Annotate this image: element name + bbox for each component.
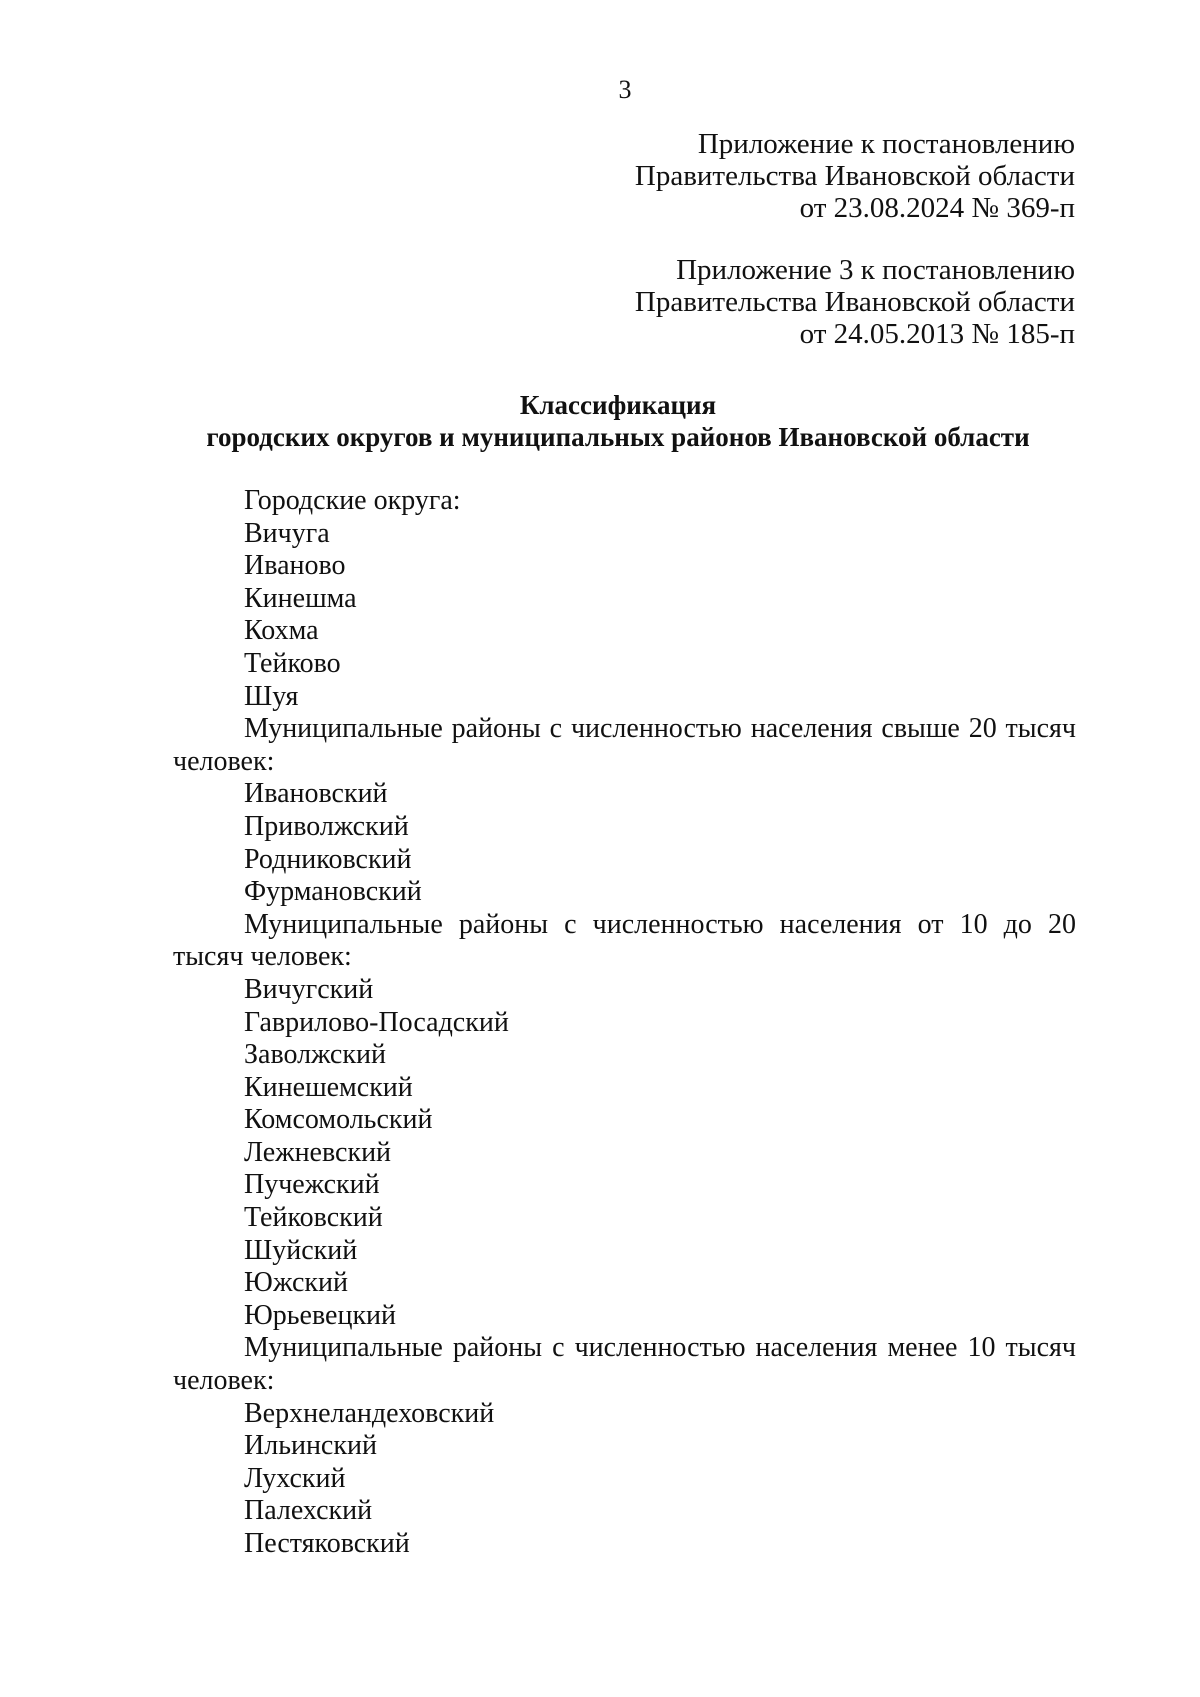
list-item: Тейковский: [244, 1202, 383, 1234]
section-heading-10k-to-20k: Муниципальные районы с численностью населения от 10 до 20 тысяч человек:: [173, 908, 1076, 973]
classification-list: [173, 485, 1076, 1561]
list-item: Кинешемский: [244, 1071, 413, 1103]
page-number: 3: [618, 75, 632, 104]
appendix-original-line-3: от 24.05.2013 № 185-п: [799, 318, 1075, 350]
list-item: Палехский: [244, 1495, 373, 1527]
list-item: Пучежский: [244, 1169, 380, 1201]
appendix-original-line-2: Правительства Ивановской области: [634, 286, 1075, 318]
list-item: Тейково: [244, 647, 341, 679]
list-item: Вичугский: [244, 973, 374, 1005]
list-item: Лухский: [244, 1462, 346, 1494]
list-item: Верхнеландеховский: [244, 1397, 495, 1429]
list-item: Лежневский: [244, 1136, 392, 1168]
list-item: Заволжский: [244, 1039, 386, 1071]
list-item: Южский: [244, 1267, 348, 1299]
list-item: Ильинский: [244, 1430, 377, 1462]
list-item: Юрьевецкий: [244, 1299, 397, 1331]
list-item: Вичуга: [244, 517, 330, 549]
appendix-original-block: [635, 254, 1075, 350]
list-item: Кохма: [244, 615, 319, 647]
title-line-1: Классификация: [519, 390, 717, 420]
list-item: Иваново: [244, 550, 346, 582]
list-item: Шуя: [244, 680, 299, 712]
list-item: Шуйский: [244, 1234, 358, 1266]
appendix-current-block: [635, 128, 1075, 224]
document-title: [160, 389, 1076, 453]
list-item: Приволжский: [244, 810, 409, 842]
appendix-current-line-2: Правительства Ивановской области: [634, 160, 1075, 192]
list-item: Фурмановский: [244, 876, 422, 908]
list-item: Гаврилово-Посадский: [244, 1006, 509, 1038]
appendix-current-line-3: от 23.08.2024 № 369-п: [799, 192, 1075, 224]
title-line-2: городских округов и муниципальных районов Ивановской области: [206, 422, 1030, 452]
list-item: Кинешма: [244, 582, 357, 614]
appendix-current-line-1: Приложение к постановлению: [697, 128, 1075, 160]
list-item: Ивановский: [244, 778, 388, 810]
section-heading-under-10k: Муниципальные районы с численностью населения менее 10 тысяч человек:: [173, 1332, 1076, 1397]
list-item: Пестяковский: [244, 1528, 410, 1559]
section-heading-city-districts: Городские округа:: [244, 485, 461, 516]
list-item: Комсомольский: [244, 1104, 433, 1136]
section-heading-over-20k: Муниципальные районы с численностью населения свыше 20 тысяч человек:: [173, 713, 1076, 777]
appendix-original-line-1: Приложение 3 к постановлению: [676, 254, 1075, 286]
list-item: Родниковский: [244, 843, 412, 875]
